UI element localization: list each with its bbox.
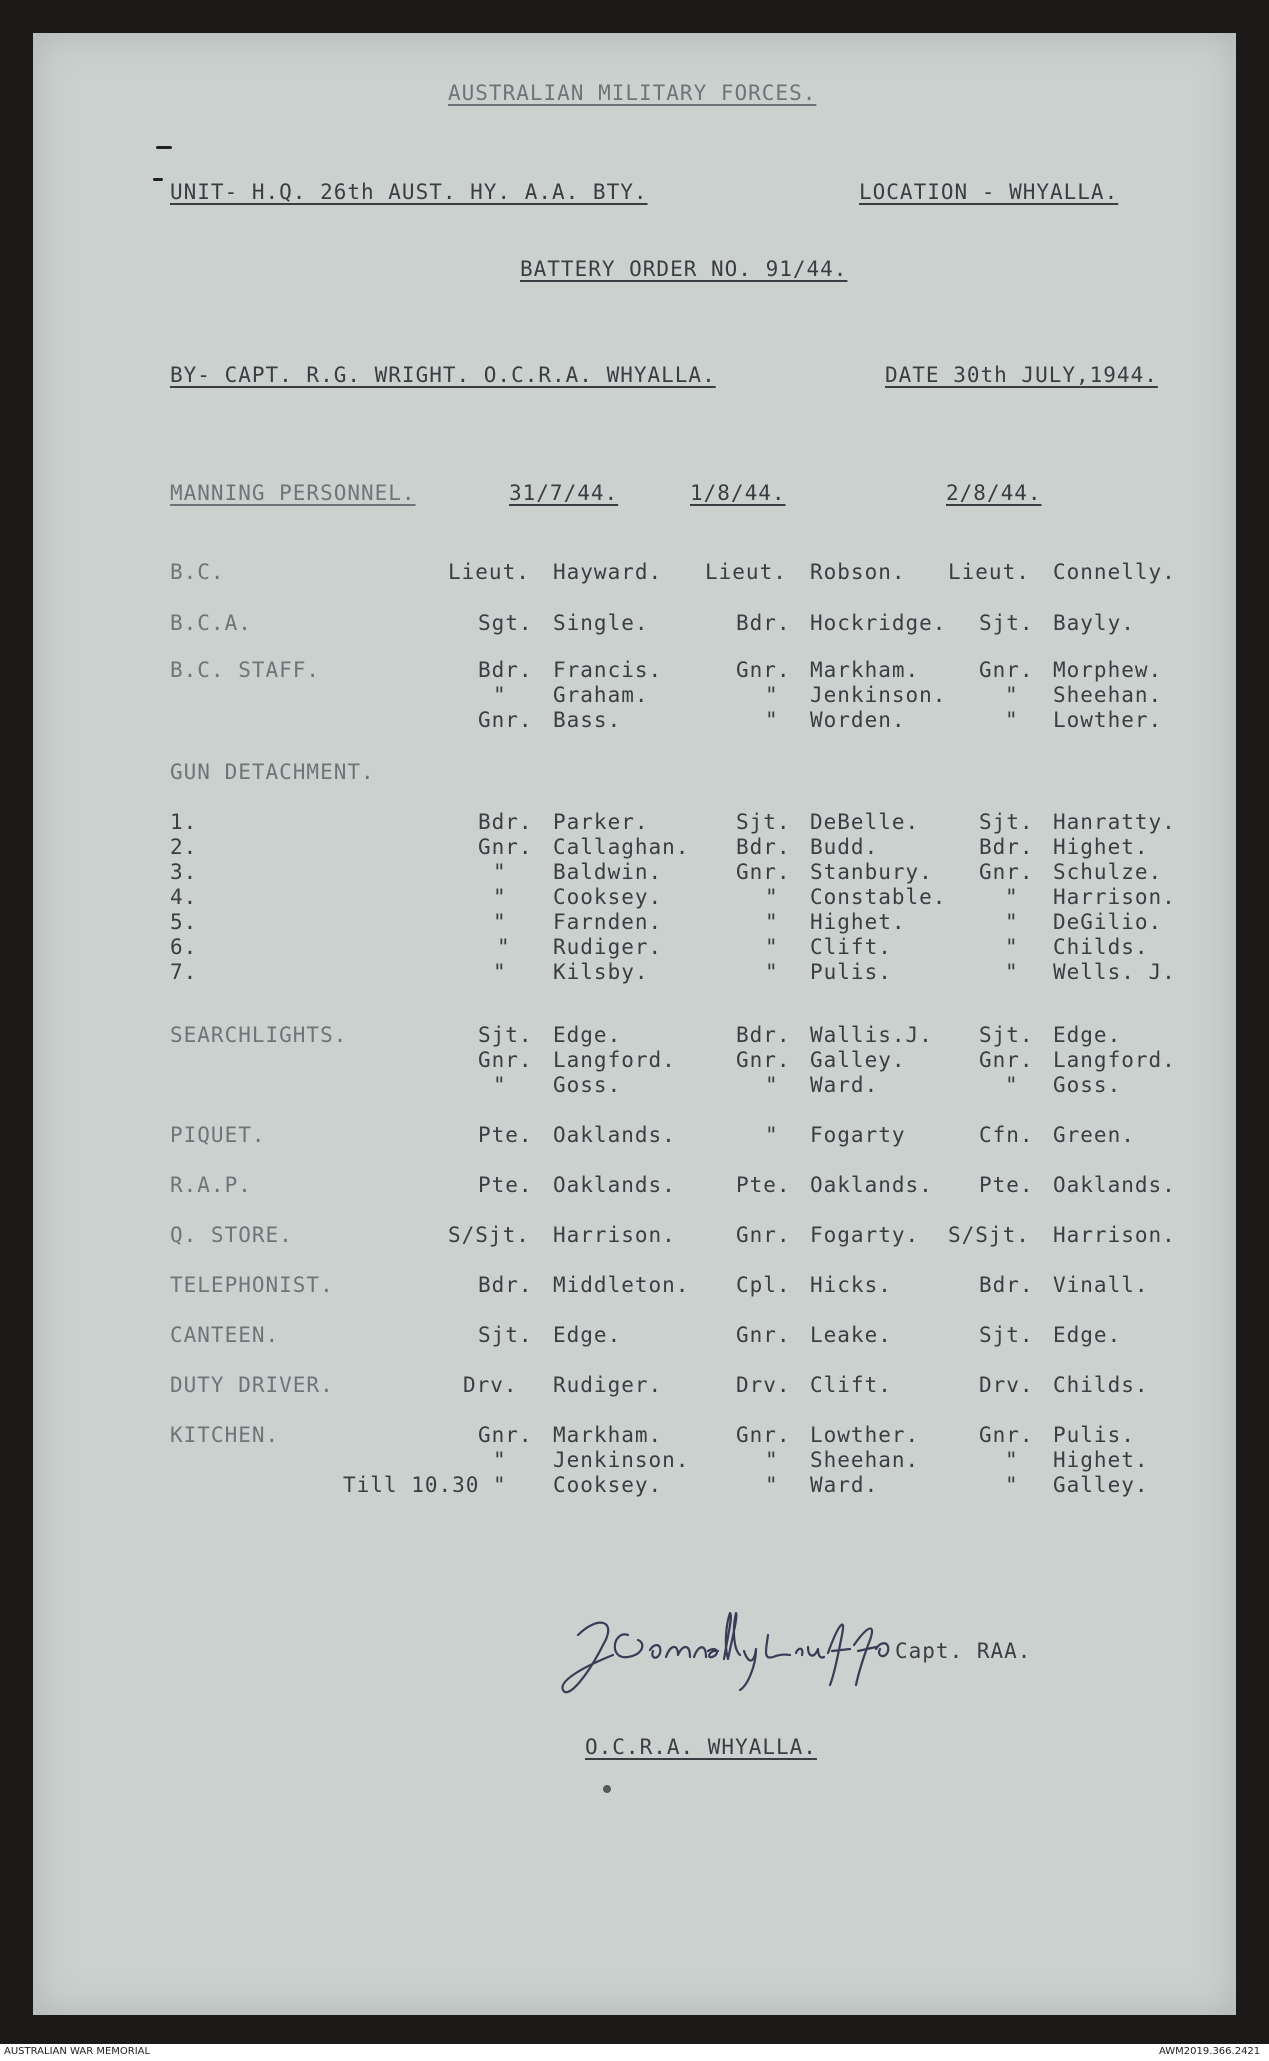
ditto: ": [493, 683, 507, 707]
name: Galley.: [810, 1048, 906, 1072]
ditto: ": [497, 935, 511, 959]
name: Lowther.: [1053, 708, 1163, 732]
ditto: ": [765, 910, 779, 934]
archive-reference: AWM2019.366.2421: [1159, 2046, 1261, 2057]
rank: Bdr.: [979, 835, 1034, 859]
name: Hockridge.: [810, 611, 947, 635]
rank: Gnr.: [478, 835, 533, 859]
name: Clift.: [810, 935, 892, 959]
name: Parker.: [553, 810, 649, 834]
ditto: ": [493, 885, 507, 909]
name: Highet.: [1053, 835, 1149, 859]
name: Sheehan.: [1053, 683, 1163, 707]
signatory-office: O.C.R.A. WHYALLA.: [585, 1735, 817, 1759]
duty-label: Q. STORE.: [170, 1223, 293, 1247]
name: Goss.: [1053, 1073, 1122, 1097]
name: Middleton.: [553, 1273, 690, 1297]
gun-number: 5.: [170, 910, 198, 934]
name: Jenkinson.: [810, 683, 947, 707]
name: Wallis.J.: [810, 1023, 933, 1047]
rank: Gnr.: [979, 658, 1034, 682]
gun-number: 4.: [170, 885, 198, 909]
rank: Drv.: [979, 1373, 1034, 1397]
document-page: [33, 33, 1236, 2015]
name: Vinall.: [1053, 1273, 1149, 1297]
date-col-2: 1/8/44.: [690, 481, 786, 505]
name: Jenkinson.: [553, 1448, 690, 1472]
rank: Lieut.: [705, 560, 787, 584]
rank: Bdr.: [979, 1273, 1034, 1297]
ditto: ": [1005, 683, 1019, 707]
rank: Lieut.: [448, 560, 530, 584]
ditto: ": [765, 683, 779, 707]
date-col-3: 2/8/44.: [946, 481, 1042, 505]
ditto: ": [765, 1073, 779, 1097]
name: Ward.: [810, 1473, 879, 1497]
ditto: ": [765, 708, 779, 732]
name: DeBelle.: [810, 810, 920, 834]
ditto: ": [493, 860, 507, 884]
name: Fogarty.: [810, 1223, 920, 1247]
name: Langford.: [553, 1048, 676, 1072]
name: Oaklands.: [553, 1173, 676, 1197]
rank: Gnr.: [736, 1223, 791, 1247]
margin-mark: [156, 146, 172, 149]
name: Edge.: [1053, 1323, 1122, 1347]
paper-mark: [603, 1785, 611, 1793]
name: Wells. J.: [1053, 960, 1176, 984]
manning-label: MANNING PERSONNEL.: [170, 481, 416, 505]
duty-label: B.C.: [170, 560, 225, 584]
rank: Sjt.: [979, 1023, 1034, 1047]
rank: Gnr.: [979, 1048, 1034, 1072]
ditto: ": [1005, 885, 1019, 909]
name: Markham.: [553, 1423, 663, 1447]
margin-mark: [153, 178, 163, 181]
ditto: ": [765, 960, 779, 984]
duty-label: KITCHEN.: [170, 1423, 280, 1447]
ditto: ": [765, 935, 779, 959]
name: Fogarty: [810, 1123, 906, 1147]
duty-label: TELEPHONIST.: [170, 1273, 334, 1297]
rank: Gnr.: [979, 1423, 1034, 1447]
ditto: ": [1005, 708, 1019, 732]
ditto: ": [493, 1448, 507, 1472]
rank: Gnr.: [736, 1423, 791, 1447]
name: Green.: [1053, 1123, 1135, 1147]
name: Sheehan.: [810, 1448, 920, 1472]
name: Harrison.: [1053, 885, 1176, 909]
forces-heading: AUSTRALIAN MILITARY FORCES.: [448, 81, 817, 105]
rank: Bdr.: [736, 611, 791, 635]
ditto: ": [493, 1073, 507, 1097]
name: Baldwin.: [553, 860, 663, 884]
name: Hanratty.: [1053, 810, 1176, 834]
duty-label: PIQUET.: [170, 1123, 266, 1147]
duty-label: GUN DETACHMENT.: [170, 760, 375, 784]
duty-label: DUTY DRIVER.: [170, 1373, 334, 1397]
name: Robson.: [810, 560, 906, 584]
ditto: ": [765, 1448, 779, 1472]
name: Francis.: [553, 658, 663, 682]
name: Farnden.: [553, 910, 663, 934]
name: Leake.: [810, 1323, 892, 1347]
duty-label: R.A.P.: [170, 1173, 252, 1197]
name: Stanbury.: [810, 860, 933, 884]
rank: Gnr.: [478, 1048, 533, 1072]
signatory-rank: Capt. RAA.: [895, 1639, 1032, 1663]
name: Edge.: [553, 1323, 622, 1347]
rank: Gnr.: [736, 658, 791, 682]
name: Kilsby.: [553, 960, 649, 984]
name: Edge.: [553, 1023, 622, 1047]
rank: Gnr.: [979, 860, 1034, 884]
rank: Sgt.: [478, 611, 533, 635]
rank: Gnr.: [478, 1423, 533, 1447]
rank: Pte.: [478, 1173, 533, 1197]
archive-credit: AUSTRALIAN WAR MEMORIAL: [4, 2046, 151, 2057]
duty-label: B.C. STAFF.: [170, 658, 321, 682]
rank: Lieut.: [948, 560, 1030, 584]
rank: Bdr.: [736, 835, 791, 859]
location-line: LOCATION - WHYALLA.: [859, 180, 1119, 204]
name: Lowther.: [810, 1423, 920, 1447]
rank: Sjt.: [478, 1323, 533, 1347]
order-number: BATTERY ORDER NO. 91/44.: [520, 257, 848, 281]
rank: Pte.: [736, 1173, 791, 1197]
name: Goss.: [553, 1073, 622, 1097]
name: Cooksey.: [553, 885, 663, 909]
ditto: ": [1005, 910, 1019, 934]
unit-line: UNIT- H.Q. 26th AUST. HY. A.A. BTY.: [170, 180, 648, 204]
name: Markham.: [810, 658, 920, 682]
rank: Sjt.: [979, 611, 1034, 635]
name: Callaghan.: [553, 835, 690, 859]
gun-number: 7.: [170, 960, 198, 984]
name: Hayward.: [553, 560, 663, 584]
handwritten-signature: [558, 1605, 938, 1705]
rank: Pte.: [478, 1123, 533, 1147]
ditto: ": [1005, 960, 1019, 984]
order-date: DATE 30th JULY,1944.: [885, 363, 1158, 387]
rank: Bdr.: [478, 658, 533, 682]
ditto: ": [1005, 1448, 1019, 1472]
gun-number: 3.: [170, 860, 198, 884]
name: DeGilio.: [1053, 910, 1163, 934]
name: Connelly.: [1053, 560, 1176, 584]
name: Oaklands.: [810, 1173, 933, 1197]
name: Childs.: [1053, 1373, 1149, 1397]
name: Oaklands.: [1053, 1173, 1176, 1197]
name: Ward.: [810, 1073, 879, 1097]
name: Harrison.: [1053, 1223, 1176, 1247]
name: Constable.: [810, 885, 947, 909]
name: Rudiger.: [553, 1373, 663, 1397]
name: Harrison.: [553, 1223, 676, 1247]
name: Morphew.: [1053, 658, 1163, 682]
issued-by: BY- CAPT. R.G. WRIGHT. O.C.R.A. WHYALLA.: [170, 363, 716, 387]
ditto: ": [493, 960, 507, 984]
name: Pulis.: [810, 960, 892, 984]
name: Highet.: [810, 910, 906, 934]
rank: Sjt.: [478, 1023, 533, 1047]
ditto: ": [1005, 935, 1019, 959]
rank: Gnr.: [478, 708, 533, 732]
rank: Cpl.: [736, 1273, 791, 1297]
gun-number: 2.: [170, 835, 198, 859]
rank: Gnr.: [736, 1048, 791, 1072]
name: Bass.: [553, 708, 622, 732]
ditto: ": [493, 910, 507, 934]
duty-label: SEARCHLIGHTS.: [170, 1023, 348, 1047]
duty-label: B.C.A.: [170, 611, 252, 635]
rank: Bdr.: [478, 810, 533, 834]
name: Oaklands.: [553, 1123, 676, 1147]
name: Rudiger.: [553, 935, 663, 959]
name: Schulze.: [1053, 860, 1163, 884]
rank: Drv.: [463, 1373, 518, 1397]
ditto: ": [1005, 1073, 1019, 1097]
name: Clift.: [810, 1373, 892, 1397]
duty-label: CANTEEN.: [170, 1323, 280, 1347]
rank: Sjt.: [736, 810, 791, 834]
name: Pulis.: [1053, 1423, 1135, 1447]
name: Edge.: [1053, 1023, 1122, 1047]
rank: Drv.: [736, 1373, 791, 1397]
rank: S/Sjt.: [948, 1223, 1030, 1247]
rank: Gnr.: [736, 1323, 791, 1347]
ditto: ": [493, 1473, 507, 1497]
name: Galley.: [1053, 1473, 1149, 1497]
name: Single.: [553, 611, 649, 635]
gun-number: 1.: [170, 810, 198, 834]
name: Worden.: [810, 708, 906, 732]
name: Hicks.: [810, 1273, 892, 1297]
ditto: ": [765, 885, 779, 909]
name: Graham.: [553, 683, 649, 707]
name: Budd.: [810, 835, 879, 859]
rank: Sjt.: [979, 1323, 1034, 1347]
name: Bayly.: [1053, 611, 1135, 635]
rank: Bdr.: [478, 1273, 533, 1297]
rank: Pte.: [979, 1173, 1034, 1197]
rank: Cfn.: [979, 1123, 1034, 1147]
ditto: ": [765, 1473, 779, 1497]
rank: Bdr.: [736, 1023, 791, 1047]
date-col-1: 31/7/44.: [509, 481, 619, 505]
gun-number: 6.: [170, 935, 198, 959]
ditto: ": [1005, 1473, 1019, 1497]
name: Childs.: [1053, 935, 1149, 959]
ditto: ": [765, 1123, 779, 1147]
rank: Gnr.: [736, 860, 791, 884]
name: Highet.: [1053, 1448, 1149, 1472]
till-note: Till 10.30: [343, 1473, 480, 1497]
name: Langford.: [1053, 1048, 1176, 1072]
rank: Sjt.: [979, 810, 1034, 834]
name: Cooksey.: [553, 1473, 663, 1497]
rank: S/Sjt.: [448, 1223, 530, 1247]
